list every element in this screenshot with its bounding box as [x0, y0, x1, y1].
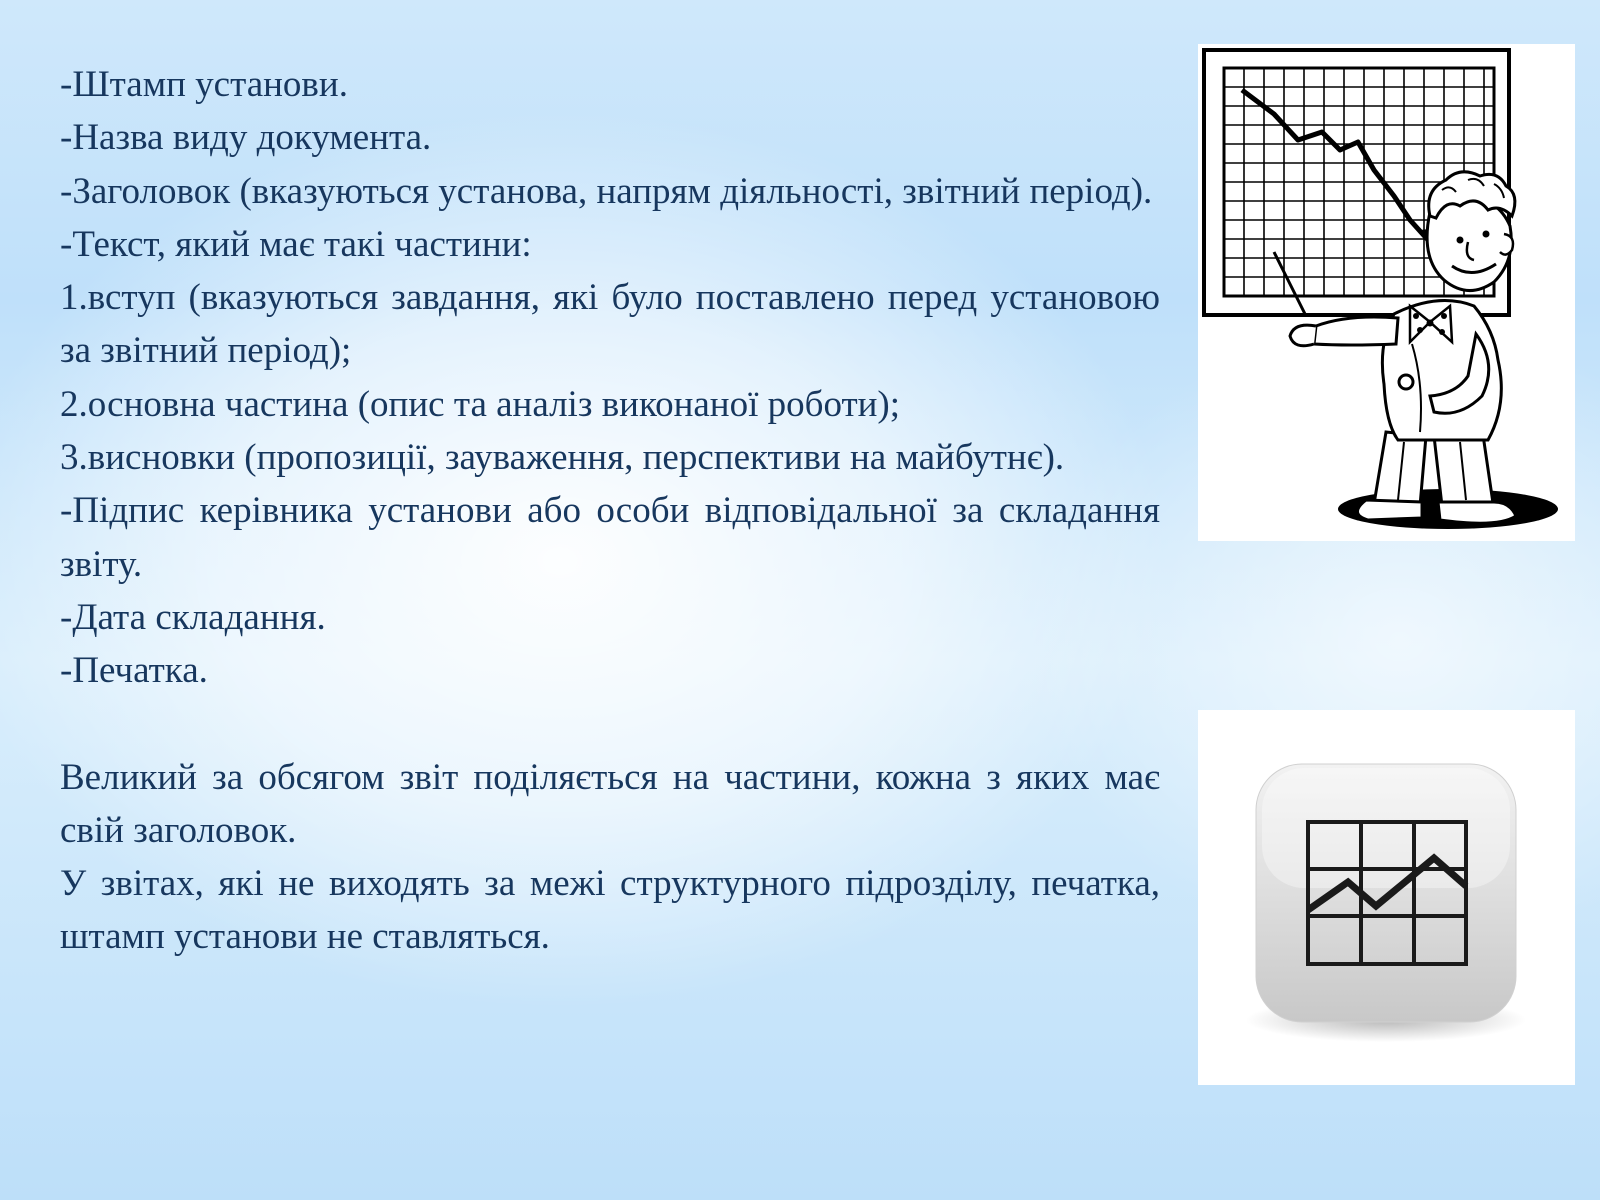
- list-item: 2.основна частина (опис та аналіз виконаної роботи);: [60, 383, 901, 425]
- list-item: -Дата складання.: [60, 596, 326, 638]
- note-paragraph: У звітах, які не виходять за межі структурного підрозділу, печатка, штамп установи не ставляться.: [60, 863, 1160, 958]
- list-item: -Текст, який має такі частини:: [60, 223, 532, 265]
- presenter-with-chart-illustration: [1198, 44, 1575, 541]
- list-item: 1.вступ (вказуються завдання, які було поставлено перед установою за звітний період);: [60, 277, 1160, 372]
- list-item: 3.висновки (пропозиції, зауваження, перспективи на майбутнє).: [60, 437, 1065, 479]
- list-item: -Назва виду документа.: [60, 117, 432, 159]
- chart-icon: [1198, 710, 1575, 1085]
- presenter-chart-drawing: [1198, 44, 1575, 541]
- list-item: -Підпис керівника установи або особи відповідальної за складання звіту.: [60, 490, 1160, 585]
- list-item: -Штамп установи.: [60, 64, 348, 105]
- note-paragraph: Великий за обсягом звіт поділяється на частини, кожна з яких має свій заголовок.: [60, 756, 1160, 851]
- spacer: [60, 698, 1160, 751]
- list-item: -Печатка.: [60, 650, 208, 692]
- chart-icon-illustration: [1198, 710, 1575, 1085]
- slide-body-text: [60, 58, 1160, 964]
- list-item: -Заголовок (вказуються установа, напрям діяльності, звітний період).: [60, 170, 1153, 212]
